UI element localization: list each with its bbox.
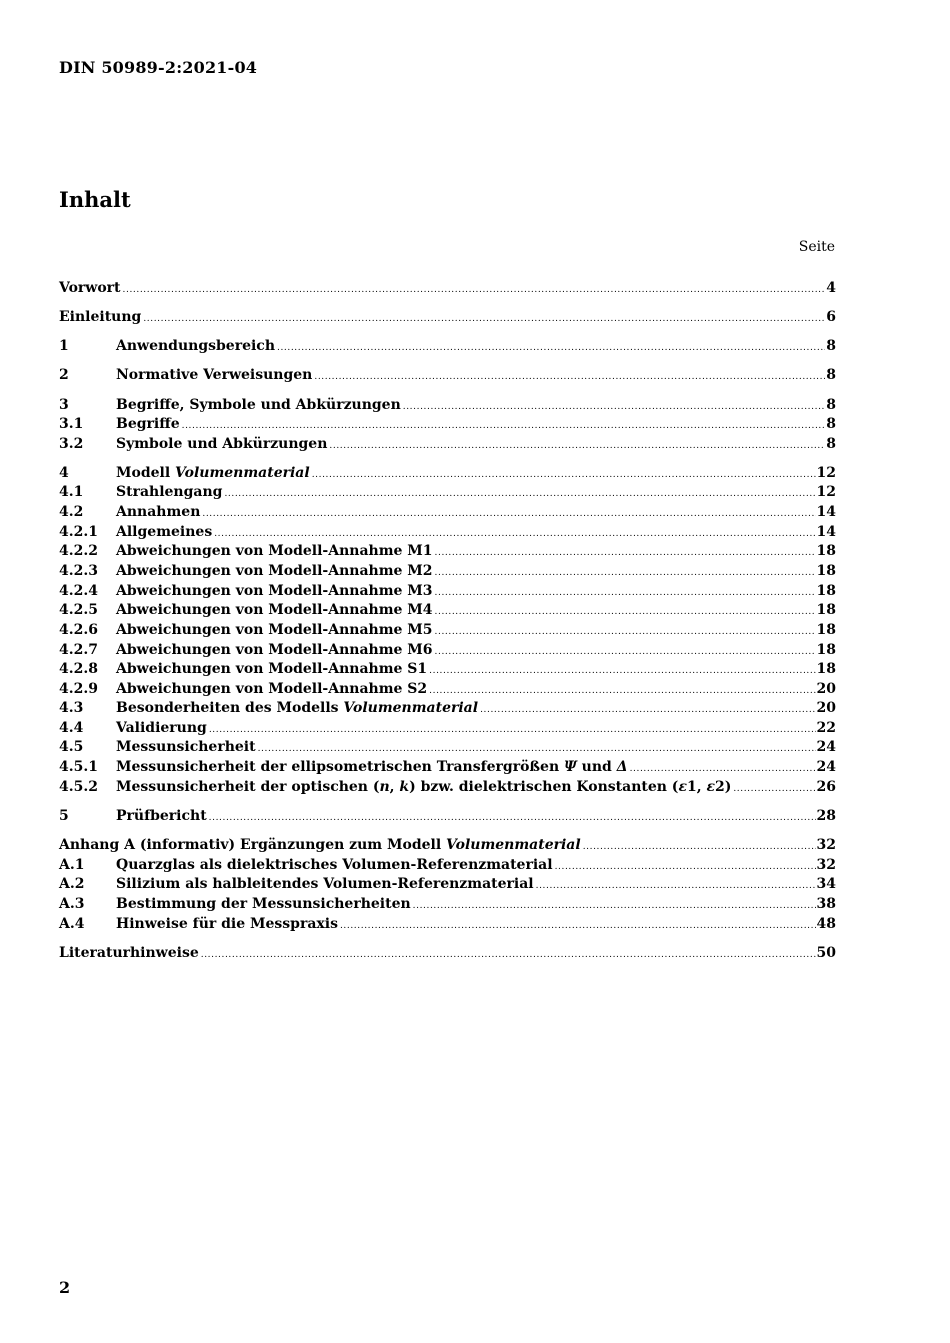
toc-entry[interactable] (59, 279, 836, 298)
page-number: 2 (59, 1278, 71, 1297)
toc-entry-title: Annahmen (116, 504, 201, 520)
toc-entry[interactable] (59, 944, 836, 963)
toc-entry-title: Allgemeines (116, 524, 213, 540)
dot-leader (277, 339, 825, 358)
dot-leader (224, 485, 815, 504)
toc-entry-title: Symbole und Abkürzungen (116, 436, 328, 452)
dot-leader (202, 505, 815, 524)
toc-entry-number: 4.2.4 (59, 583, 98, 599)
toc-entry[interactable] (59, 738, 836, 757)
toc-entry-title: Vorwort (59, 280, 121, 296)
toc-entry[interactable] (59, 660, 836, 679)
dot-leader (340, 917, 816, 936)
toc-entry-page: 12 (816, 465, 836, 481)
toc-entry-title: Abweichungen von Modell-Annahme S2 (116, 681, 428, 697)
toc-entry-number: 4.2.7 (59, 642, 98, 658)
toc-entry-page: 8 (826, 397, 836, 413)
toc-entry-number: A.4 (59, 916, 85, 932)
toc-title: Inhalt (59, 187, 131, 212)
toc-entry-page: 8 (826, 338, 836, 354)
toc-entry[interactable] (59, 621, 836, 640)
toc-entry-title: Abweichungen von Modell-Annahme M3 (116, 583, 433, 599)
dot-leader (413, 897, 816, 916)
toc-entry-page: 26 (816, 779, 836, 795)
toc-entry[interactable] (59, 483, 836, 502)
toc-entry-title: Abweichungen von Modell-Annahme M6 (116, 642, 433, 658)
toc-entry-number: 4.2.5 (59, 602, 98, 618)
toc-entry-number: A.3 (59, 896, 85, 912)
toc-entry-number: 4 (59, 465, 69, 481)
toc-entry[interactable] (59, 875, 836, 894)
dot-leader (258, 740, 816, 759)
toc-entry[interactable] (59, 856, 836, 875)
toc-entry[interactable] (59, 601, 836, 620)
toc-entry-title: Abweichungen von Modell-Annahme M4 (116, 602, 433, 618)
toc-entry-page: 4 (826, 280, 836, 296)
toc-entry-title: Validierung (116, 720, 207, 736)
dot-leader (435, 564, 816, 583)
toc-entry-number: A.1 (59, 857, 85, 873)
toc-entry[interactable] (59, 758, 836, 777)
toc-entry-title: Silizium als halbleitendes Volumen-Referenzmaterial (116, 876, 534, 892)
toc-entry-number: 1 (59, 338, 69, 354)
toc-entry-title: Einleitung (59, 309, 142, 325)
toc-entry-title: Messunsicherheit der optischen (n, k) bzw. dielektrischen Konstanten (ε1, ε2) (116, 779, 732, 795)
toc-entry-page: 8 (826, 436, 836, 452)
toc-entry-number: 4.2.8 (59, 661, 98, 677)
toc-entry-number: 4.3 (59, 700, 84, 716)
toc-entry-number: 4.2.2 (59, 543, 98, 559)
toc-entry-title: Besonderheiten des Modells Volumenmaterial (116, 700, 479, 716)
toc-entry-number: 3.2 (59, 436, 84, 452)
toc-entry-title: Literaturhinweise (59, 945, 199, 961)
toc-entry-title: Abweichungen von Modell-Annahme M2 (116, 563, 433, 579)
dot-leader (435, 544, 816, 563)
toc-entry[interactable] (59, 680, 836, 699)
toc-entry-title: Normative Verweisungen (116, 367, 313, 383)
dot-leader (182, 417, 826, 436)
toc-entry-title: Modell Volumenmaterial (116, 465, 310, 481)
toc-entry-page: 14 (816, 524, 836, 540)
toc-entry-title: Begriffe, Symbole und Abkürzungen (116, 397, 401, 413)
dot-leader (329, 437, 825, 456)
dot-leader (429, 662, 815, 681)
toc-entry-title: Anhang A (informativ) Ergänzungen zum Modell Volumenmaterial (59, 837, 581, 853)
toc-entry[interactable] (59, 435, 836, 454)
toc-entry[interactable] (59, 836, 836, 855)
toc-entry-page: 24 (816, 759, 836, 775)
toc-entry-title: Begriffe (116, 416, 180, 432)
toc-entry-number: 4.2.1 (59, 524, 98, 540)
toc-entry[interactable] (59, 542, 836, 561)
toc-entry-title: Abweichungen von Modell-Annahme M1 (116, 543, 433, 559)
toc-entry-page: 48 (816, 916, 836, 932)
toc-entry-page: 18 (816, 563, 836, 579)
toc-entry-number: 3.1 (59, 416, 84, 432)
toc-entry-number: 4.2 (59, 504, 84, 520)
toc-entry-page: 6 (826, 309, 836, 325)
toc-entry-title: Bestimmung der Messunsicherheiten (116, 896, 411, 912)
toc-entry-title: Prüfbericht (116, 808, 207, 824)
toc-entry[interactable] (59, 915, 836, 934)
dot-leader (201, 946, 816, 965)
toc-entry-page: 24 (816, 739, 836, 755)
toc-entry-number: 4.2.3 (59, 563, 98, 579)
toc-entry-title: Abweichungen von Modell-Annahme M5 (116, 622, 433, 638)
toc-entry-page: 32 (816, 857, 836, 873)
toc-entry[interactable] (59, 778, 836, 797)
toc-entry-number: 4.5 (59, 739, 84, 755)
dot-leader (435, 623, 816, 642)
toc-entry-page: 18 (816, 622, 836, 638)
toc-entry-page: 18 (816, 661, 836, 677)
toc-entry-page: 18 (816, 642, 836, 658)
document-id: DIN 50989-2:2021-04 (59, 58, 258, 77)
toc-entry-number: 3 (59, 397, 69, 413)
toc-entry-number: 4.5.1 (59, 759, 98, 775)
dot-leader (209, 809, 816, 828)
toc-entry-number: 2 (59, 367, 69, 383)
toc-entry[interactable] (59, 337, 836, 356)
toc-entry[interactable] (59, 895, 836, 914)
toc-entry-title: Anwendungsbereich (116, 338, 275, 354)
toc-entry-page: 20 (816, 681, 836, 697)
toc-entry-page: 18 (816, 602, 836, 618)
toc-entry-page: 14 (816, 504, 836, 520)
toc-entry-page: 12 (816, 484, 836, 500)
toc-entry-number: 4.4 (59, 720, 84, 736)
toc-entry[interactable] (59, 807, 836, 826)
toc-entry-title: Strahlengang (116, 484, 223, 500)
toc-entry-number: 4.2.9 (59, 681, 98, 697)
toc-entry-page: 8 (826, 416, 836, 432)
dot-leader (630, 760, 816, 779)
toc-entry[interactable] (59, 308, 836, 327)
page-column-label: Seite (798, 239, 835, 255)
toc-entry-number: 4.2.6 (59, 622, 98, 638)
dot-leader (583, 838, 816, 857)
dot-leader (733, 780, 815, 799)
toc-entry[interactable] (59, 641, 836, 660)
toc-entry-page: 34 (816, 876, 836, 892)
toc-entry[interactable] (59, 523, 836, 542)
toc-entry[interactable] (59, 396, 836, 415)
toc-entry-title: Abweichungen von Modell-Annahme S1 (116, 661, 428, 677)
toc-entry-page: 18 (816, 543, 836, 559)
toc-entry[interactable] (59, 582, 836, 601)
toc-entry-number: 4.5.2 (59, 779, 98, 795)
toc-entry[interactable] (59, 366, 836, 385)
toc-entry-number: 5 (59, 808, 69, 824)
toc-entry-page: 38 (816, 896, 836, 912)
toc-entry-title: Quarzglas als dielektrisches Volumen-Referenzmaterial (116, 857, 553, 873)
toc-entry-page: 28 (816, 808, 836, 824)
dot-leader (123, 281, 826, 300)
dot-leader (480, 701, 815, 720)
toc-entry[interactable] (59, 464, 836, 483)
toc-entry-page: 20 (816, 700, 836, 716)
toc-entry[interactable] (59, 699, 836, 718)
toc-entry-title: Messunsicherheit (116, 739, 256, 755)
toc-entry-page: 18 (816, 583, 836, 599)
toc-entry-page: 22 (816, 720, 836, 736)
toc-entry-page: 8 (826, 367, 836, 383)
dot-leader (435, 603, 816, 622)
toc-entry[interactable] (59, 562, 836, 581)
toc-entry-title: Messunsicherheit der ellipsometrischen Transfergrößen Ψ und Δ (116, 759, 628, 775)
dot-leader (314, 368, 825, 387)
toc-entry-page: 32 (816, 837, 836, 853)
toc-entry-title: Hinweise für die Messpraxis (116, 916, 338, 932)
toc-entry-page: 50 (816, 945, 836, 961)
toc-entry[interactable] (59, 503, 836, 522)
dot-leader (536, 877, 816, 896)
dot-leader (143, 310, 825, 329)
toc-entry-number: A.2 (59, 876, 85, 892)
toc-entry-number: 4.1 (59, 484, 84, 500)
toc-entry[interactable] (59, 719, 836, 738)
toc-entry[interactable] (59, 415, 836, 434)
